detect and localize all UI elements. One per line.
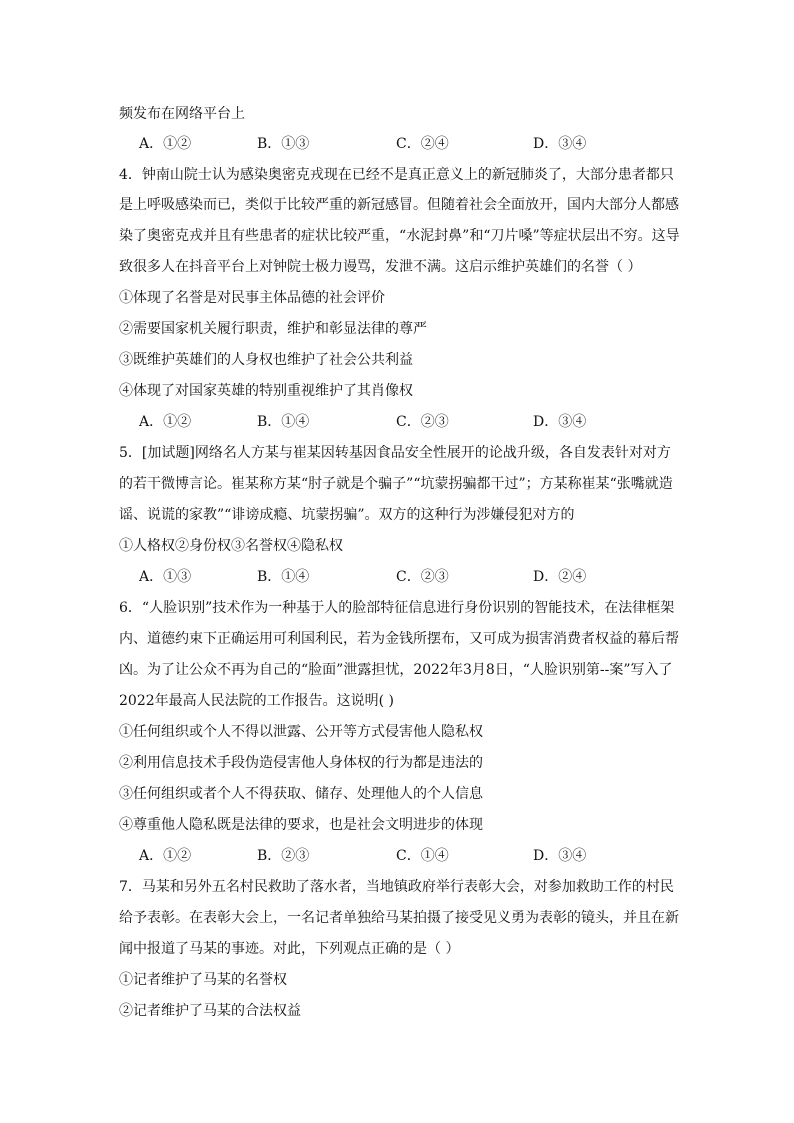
- q5-option-b: B．①④: [257, 569, 310, 585]
- q5-stem-line: 5．[加试题]网络名人方某与崔某因转基因食品安全性展开的论战升级，各自发表针对对方: [119, 445, 671, 461]
- q7-statement-2: ②记者维护了马某的合法权益: [119, 1003, 301, 1019]
- q6-statement-3: ③任何组织或者个人不得获取、储存、处理他人的个人信息: [119, 786, 483, 802]
- q4-stem-line: 染了奥密克戎并且有些患者的症状比较严重，“水泥封鼻”和“刀片嗓”等症状层出不穷。这导: [119, 228, 680, 244]
- q6-statement-1: ①任何组织或个人不得以泄露、公开等方式侵害他人隐私权: [119, 724, 483, 740]
- q4-stem-line: 是上呼吸感染而已，类似于比较严重的新冠感冒。但随着社会全面放开，国内大部分人都感: [119, 197, 679, 213]
- q5-stem-line: 的若干微博言论。崔某称方某“肘子就是个骗子”“坑蒙拐骗都干过”；方某称崔某“张嘴就造: [119, 476, 673, 492]
- q7-stem-line: 闻中报道了马某的事迹。对此，下列观点正确的是（ ）: [119, 941, 460, 957]
- q3-options: [139, 134, 659, 154]
- q5-options: [139, 567, 659, 587]
- q5-option-c: C．②③: [396, 569, 449, 585]
- q7-stem-line: 7．马某和另外五名村民救助了落水者，当地镇政府举行表彰大会，对参加救助工作的村民: [119, 879, 674, 895]
- q7-stem-line: 给予表彰。在表彰大会上，一名记者单独给马某拍摄了接受见义勇为表彰的镜头，并且在新: [119, 910, 679, 926]
- q3-option-d: D．③④: [533, 136, 587, 152]
- q4-statement-4: ④体现了对国家英雄的特别重视维护了其肖像权: [119, 383, 413, 399]
- q6-stem-line: 2022年最高人民法院的工作报告。这说明( ): [119, 693, 395, 709]
- q4-option-b: B．①④: [257, 414, 310, 430]
- q6-stem-line: 6．“人脸识别”技术作为一种基于人的脸部特征信息进行身份识别的智能技术，在法律框架: [119, 600, 675, 616]
- q6-stem-line: 凶。为了让公众不再为自己的“脸面”泄露担忧，2022年3月8日，“人脸识别第--案”写入了: [119, 662, 673, 678]
- q5-option-d: D．②④: [533, 569, 587, 585]
- q5-option-a: A．①③: [139, 569, 192, 585]
- q4-option-d: D．③④: [533, 414, 587, 430]
- q5-statements: ①人格权②身份权③名誉权④隐私权: [119, 538, 343, 554]
- q4-statement-1: ①体现了名誉是对民事主体品德的社会评价: [119, 290, 385, 306]
- q6-statement-2: ②利用信息技术手段伪造侵害他人身体权的行为都是违法的: [119, 755, 483, 771]
- q4-option-c: C．②③: [396, 414, 449, 430]
- q6-option-d: D．③④: [533, 848, 587, 864]
- q6-option-b: B．②③: [257, 848, 310, 864]
- q5-stem-line: 谣、说谎的家教”“诽谤成瘾、坑蒙拐骗”。双方的这种行为涉嫌侵犯对方的: [119, 507, 575, 523]
- q6-stem-line: 内、道德约束下正确运用可利国利民，若为金钱所摆布，又可成为损害消费者权益的幕后帮: [119, 631, 679, 647]
- q3-stem-tail: 频发布在网络平台上: [119, 106, 245, 122]
- q6-option-c: C．①④: [396, 848, 449, 864]
- q4-statement-3: ③既维护英雄们的人身权也维护了社会公共利益: [119, 352, 413, 368]
- q6-options: [139, 846, 659, 866]
- q4-statement-2: ②需要国家机关履行职责，维护和彰显法律的尊严: [119, 321, 427, 337]
- q6-statement-4: ④尊重他人隐私既是法律的要求，也是社会文明进步的体现: [119, 817, 483, 833]
- q4-stem-line: 4．钟南山院士认为感染奥密克戎现在已经不是真正意义上的新冠肺炎了，大部分患者都只: [119, 167, 674, 183]
- q3-option-a: A．①②: [139, 136, 192, 152]
- q3-option-b: B．①③: [257, 136, 310, 152]
- q3-option-c: C．②④: [396, 136, 449, 152]
- q4-stem-line: 致很多人在抖音平台上对钟院士极力谩骂，发泄不满。这启示维护英雄们的名誉（ ）: [119, 259, 642, 275]
- q7-statement-1: ①记者维护了马某的名誉权: [119, 972, 287, 988]
- q6-option-a: A．①②: [139, 848, 192, 864]
- q4-option-a: A．①②: [139, 414, 192, 430]
- q4-options: [139, 412, 659, 432]
